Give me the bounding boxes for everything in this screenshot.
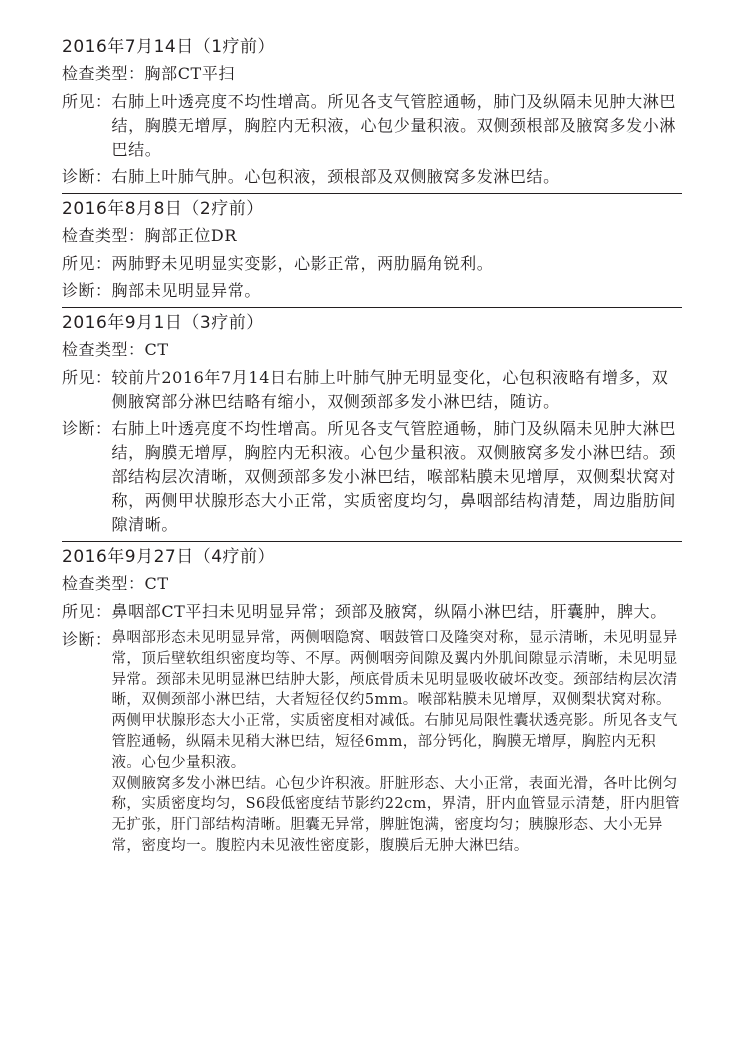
findings-row (62, 252, 682, 276)
findings-label: 所见： (62, 92, 112, 111)
exam-type-value: CT (144, 340, 169, 359)
findings-text: 鼻咽部CT平扫未见明显异常；颈部及腋窝，纵隔小淋巴结，肝囊肿，脾大。 (111, 602, 667, 621)
findings-label: 所见： (62, 254, 112, 273)
diagnosis-row (62, 417, 682, 537)
exam-record-3 (62, 312, 682, 542)
diagnosis-label: 诊断： (62, 167, 112, 186)
diagnosis-text: 右肺上叶肺气肿。心包积液，颈根部及双侧腋窝多发淋巴结。 (111, 167, 560, 186)
exam-type-value: 胸部CT平扫 (144, 64, 236, 83)
exam-type-label: 检查类型： (62, 340, 145, 359)
diagnosis-row (62, 279, 682, 303)
section-divider (62, 193, 682, 194)
findings-label: 所见： (62, 602, 112, 621)
findings-label: 所见： (62, 368, 112, 387)
diagnosis-label: 诊断： (62, 630, 112, 649)
diagnosis-label: 诊断： (62, 281, 112, 300)
exam-record-2 (62, 198, 682, 308)
exam-type-row (62, 62, 682, 86)
diagnosis-text: 右肺上叶透亮度不均性增高。所见各支气管腔通畅，肺门及纵隔未见肿大淋巴结，胸膜无增厚，胸腔内无积液。心包少量积液。双侧腋窝多发小淋巴结。颈部结构层次清晰，双侧颈部多发小淋巴结，喉部粘膜未见增厚，双侧梨状窝对称，两侧甲状腺形态大小正常，实质密度均匀，鼻咽部结构清楚，周边脂肪间隙清晰。 (111, 419, 676, 534)
section-divider (62, 307, 682, 308)
exam-type-label: 检查类型： (62, 64, 145, 83)
exam-record-4 (62, 546, 682, 857)
diagnosis-paragraph: 鼻咽部形态未见明显异常，两侧咽隐窝、咽鼓管口及隆突对称，显示清晰，未见明显异常，顶后壁软组织密度均等、不厚。两侧咽旁间隙及翼内外肌间隙显示清晰，未见明显异常。颈部未见明显淋巴结肿大影，颅底骨质未见明显吸收破坏改变。颈部结构层次清晰，双侧颈部小淋巴结，大者短径仅约5mm。喉部粘膜未见增厚，双侧梨状窝对称。两侧甲状腺形态大小正常，实质密度相对减低。右肺见局限性囊状透亮影。所见各支气管腔通畅，纵隔未见稍大淋巴结，短径6mm，部分钙化，胸膜无增厚，胸腔内无积液。心包少量积液。 (111, 630, 678, 771)
exam-date: 2016年7月14日（1疗前） (62, 37, 276, 57)
exam-type-row (62, 224, 682, 248)
exam-type-row (62, 338, 682, 362)
exam-record-1 (62, 36, 682, 194)
exam-type-value: 胸部正位DR (144, 226, 237, 245)
diagnosis-label: 诊断： (62, 419, 112, 438)
exam-type-label: 检查类型： (62, 574, 145, 593)
diagnosis-row (62, 628, 682, 857)
exam-date: 2016年8月8日（2疗前） (62, 199, 264, 219)
findings-text: 右肺上叶透亮度不均性增高。所见各支气管腔通畅，肺门及纵隔未见肿大淋巴结，胸膜无增厚，胸腔内无积液，心包少量积液。双侧颈根部及腋窝多发小淋巴结。 (111, 92, 676, 159)
section-divider (62, 541, 682, 542)
exam-type-label: 检查类型： (62, 226, 145, 245)
findings-row (62, 90, 682, 162)
findings-text: 较前片2016年7月14日右肺上叶肺气肿无明显变化，心包积液略有增多，双侧腋窝部分淋巴结略有缩小，双侧颈部多发小淋巴结，随访。 (111, 368, 669, 411)
exam-type-row (62, 572, 682, 596)
diagnosis-row (62, 165, 682, 189)
findings-text: 两肺野未见明显实变影，心影正常，两肋膈角锐利。 (111, 254, 494, 273)
findings-row (62, 366, 682, 414)
exam-date: 2016年9月27日（4疗前） (62, 547, 276, 567)
exam-type-value: CT (144, 574, 169, 593)
diagnosis-text (112, 628, 682, 857)
exam-date: 2016年9月1日（3疗前） (62, 313, 264, 333)
findings-row (62, 600, 682, 624)
diagnosis-text: 胸部未见明显异常。 (111, 281, 261, 300)
diagnosis-paragraph: 双侧腋窝多发小淋巴结。心包少许积液。肝脏形态、大小正常，表面光滑，各叶比例匀称，实质密度均匀，S6段低密度结节影约22cm，界清，肝内血管显示清楚，肝内胆管无扩张，肝门部结构清晰。胆囊无异常，脾脏饱满，密度均匀；胰腺形态、大小无异常，密度均一。腹腔内未见液性密度影，腹膜后无肿大淋巴结。 (111, 775, 680, 854)
